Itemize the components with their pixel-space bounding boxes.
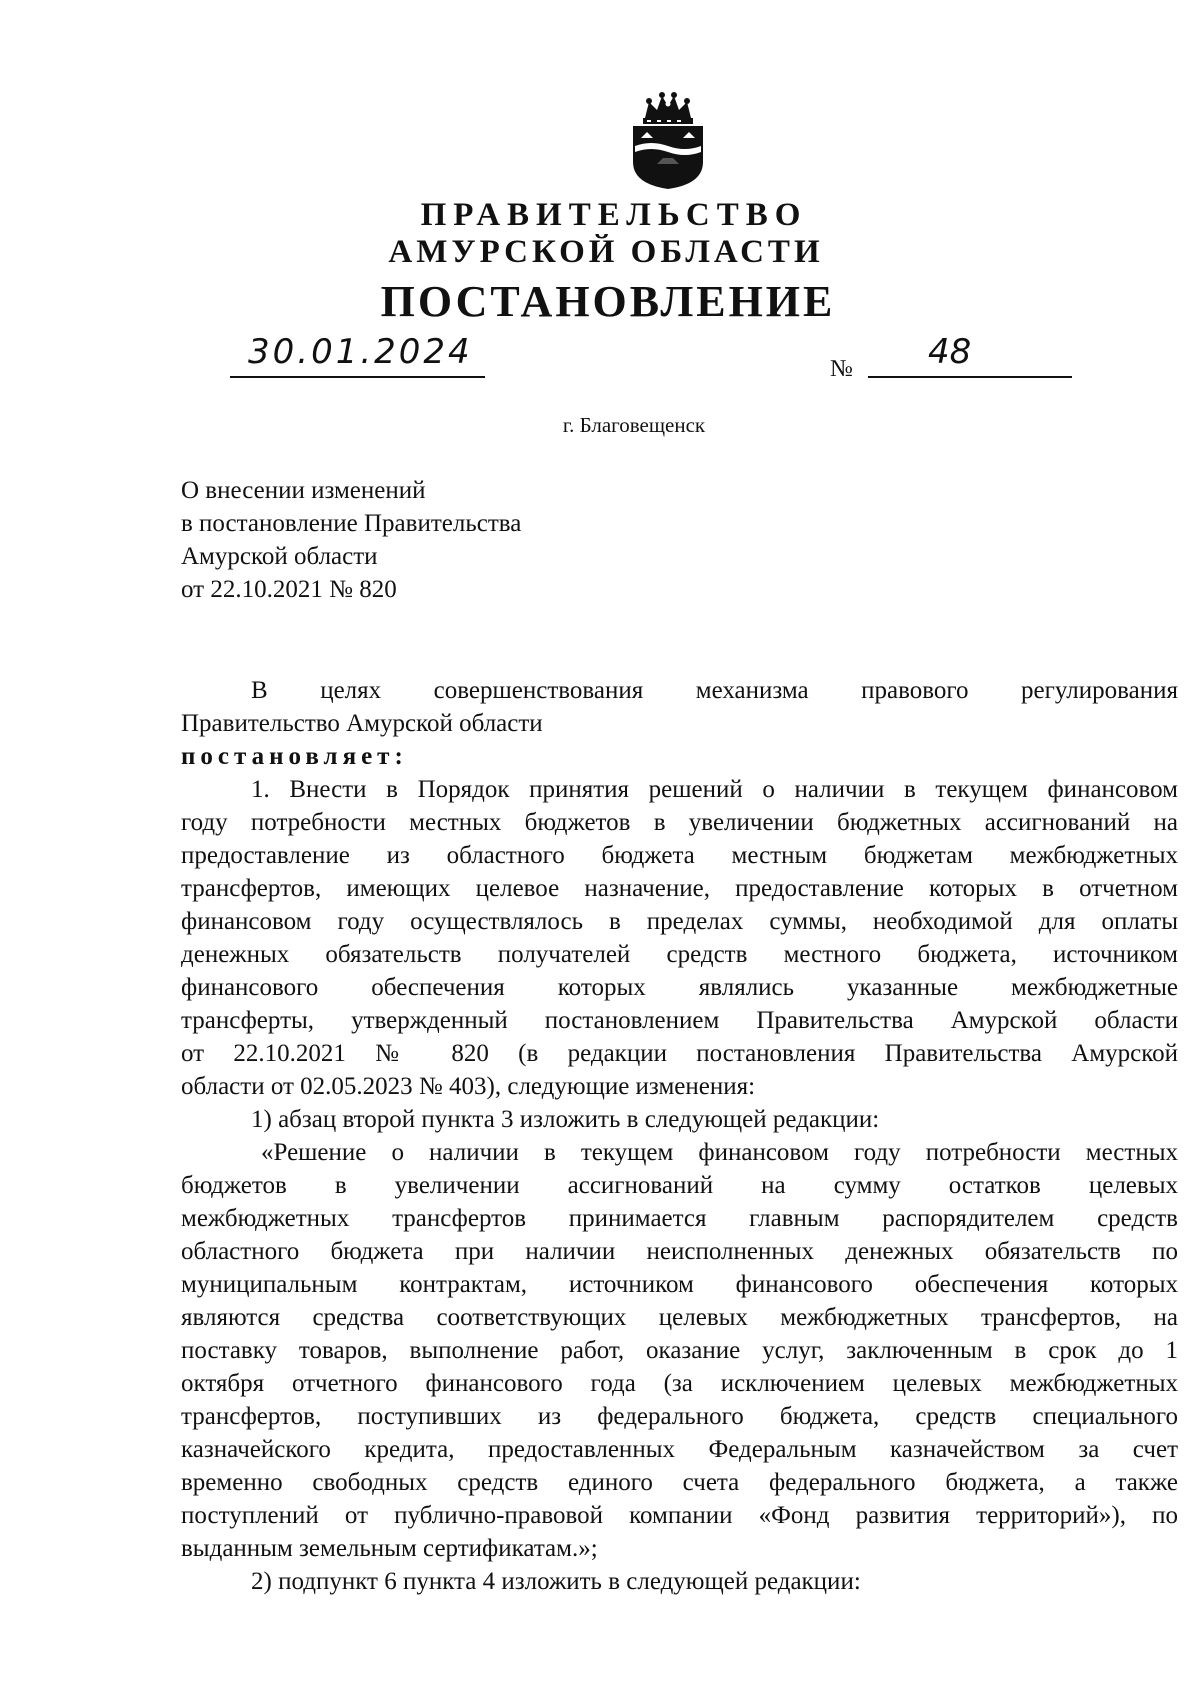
subject-line: О внесении изменений (181, 477, 426, 504)
subject-line: от 22.10.2021 № 820 (181, 576, 397, 603)
date-underline (230, 376, 485, 378)
body-line: 1. Внести в Порядок принятия решений о наличии в текущем финансовом (251, 776, 1178, 803)
body-line: являются средства соответствующих целевых межбюджетных трансфертов, на (181, 1304, 1178, 1331)
coat-of-arms-graphic (627, 92, 709, 190)
body-line: бюджетов в увеличении ассигнований на сумму остатков целевых (181, 1172, 1178, 1199)
body-line: временно свободных средств единого счета федерального бюджета, а также (181, 1469, 1178, 1496)
body-line: денежных обязательств получателей средств местного бюджета, источником (181, 941, 1178, 968)
government-title: ПРАВИТЕЛЬСТВО (420, 197, 808, 233)
body-line: 2) подпункт 6 пункта 4 изложить в следующей редакции: (251, 1568, 861, 1595)
resolution-word: постановляет: (181, 743, 408, 770)
body-line: областного бюджета при наличии неисполненных денежных обязательств по (181, 1238, 1178, 1265)
number-sign: № (830, 356, 853, 382)
body-line: году потребности местных бюджетов в увеличении бюджетных ассигнований на (181, 809, 1178, 836)
body-line: трансферты, утвержденный постановлением Правительства Амурской области (181, 1007, 1178, 1034)
body-line: казначейского кредита, предоставленных Федеральным казначейством за счет (181, 1436, 1178, 1463)
document-date: 30.01.2024 (248, 332, 473, 372)
body-line: межбюджетных трансфертов принимается главным распорядителем средств (181, 1205, 1178, 1232)
body-line: «Решение о наличии в текущем финансовом году потребности местных (261, 1139, 1178, 1166)
body-line: В целях совершенствования механизма правового регулирования (251, 677, 1178, 704)
document-type-title: ПОСТАНОВЛЕНИЕ (380, 277, 836, 326)
body-line: Правительство Амурской области (181, 710, 543, 737)
document-number: 48 (928, 332, 972, 372)
subject-line: в постановление Правительства (181, 510, 522, 537)
coat-of-arms-icon (627, 92, 709, 190)
body-line: финансового обеспечения которых являлись указанные межбюджетные (181, 974, 1178, 1001)
body-line: выданным земельным сертификатам.»; (181, 1535, 598, 1562)
body-line: 1) абзац второй пункта 3 изложить в следующей редакции: (251, 1106, 880, 1133)
subject-line: Амурской области (181, 543, 378, 570)
body-line: муниципальным контрактам, источником финансового обеспечения которых (181, 1271, 1178, 1298)
body-line: октября отчетного финансового года (за исключением целевых межбюджетных (181, 1370, 1178, 1397)
body-line: области от 02.05.2023 № 403), следующие изменения: (181, 1073, 756, 1100)
document-subject (181, 474, 521, 606)
document-body (181, 674, 1178, 1598)
city-label: г. Благовещенск (562, 413, 706, 437)
body-line: трансфертов, поступивших из федерального бюджета, средств специального (181, 1403, 1178, 1430)
number-underline (868, 376, 1072, 378)
body-line: финансовом году осуществлялось в пределах суммы, необходимой для оплаты (181, 908, 1178, 935)
body-line: трансфертов, имеющих целевое назначение, предоставление которых в отчетном (181, 875, 1178, 902)
body-line: поставку товаров, выполнение работ, оказание услуг, заключенным в срок до 1 (181, 1337, 1178, 1364)
body-line: предоставление из областного бюджета местным бюджетам межбюджетных (181, 842, 1178, 869)
region-title: АМУРСКОЙ ОБЛАСТИ (388, 234, 824, 270)
body-line: от 22.10.2021 № 820 (в редакции постановления Правительства Амурской (181, 1040, 1178, 1067)
body-line: поступлений от публично-правовой компании «Фонд развития территорий»), по (181, 1502, 1178, 1529)
